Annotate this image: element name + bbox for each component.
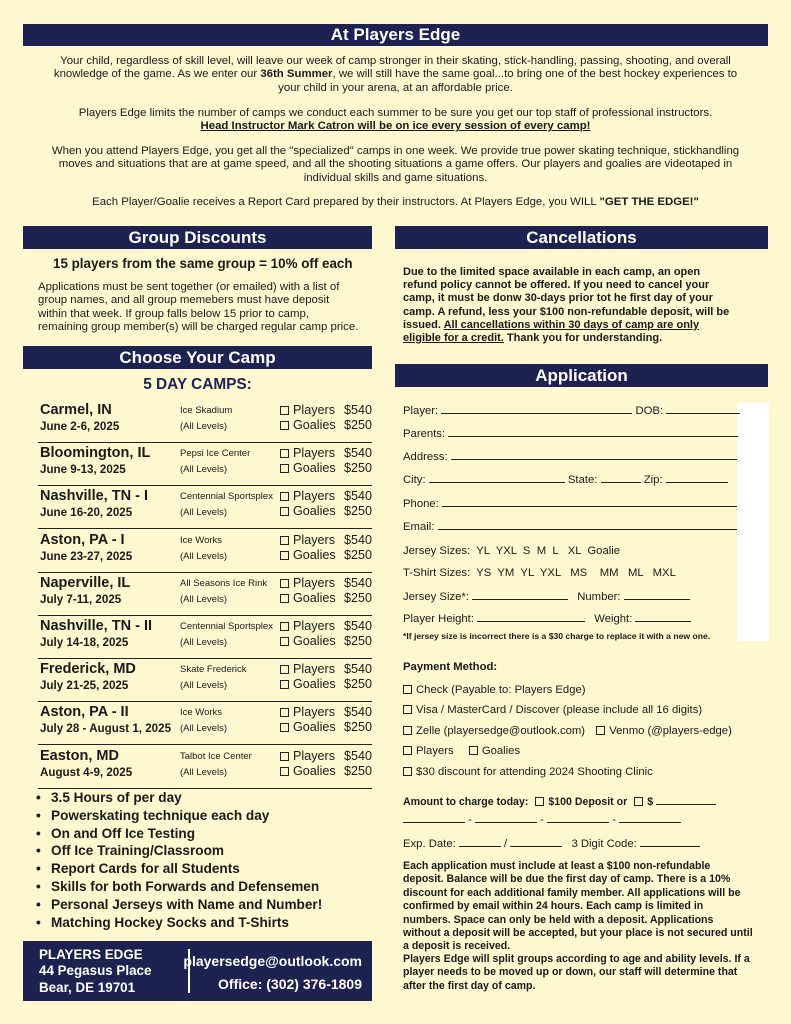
camp-city: Bloomington, IL	[40, 445, 151, 462]
checkbox[interactable]	[280, 507, 289, 516]
mailing-address	[39, 947, 151, 996]
camp-venue: Skate Frederick	[180, 664, 247, 676]
goalies-price: $250	[344, 590, 373, 605]
checkbox[interactable]	[634, 797, 643, 806]
goalies-checkbox-option[interactable]: Goalies	[280, 634, 336, 648]
camp-dates: July 28 - August 1, 2025	[40, 722, 172, 736]
city-state-zip-row	[403, 472, 728, 486]
players-price: $540	[344, 403, 373, 417]
checkbox[interactable]	[403, 726, 412, 735]
camp-dates: August 4-9, 2025	[40, 765, 133, 779]
camp-dates: July 7-11, 2025	[40, 592, 122, 606]
players-price: $540	[344, 748, 373, 763]
camp-dates: July 14-18, 2025	[40, 636, 129, 649]
checkbox[interactable]	[280, 421, 289, 430]
number-label: Number:	[577, 591, 621, 603]
card-number-input-4[interactable]	[619, 812, 681, 823]
goalies-price: $250	[344, 461, 373, 476]
camp-row	[38, 486, 372, 529]
payment-check-option[interactable]: Check (Payable to: Players Edge)	[403, 684, 586, 696]
city-address: Bear, DE 19701	[39, 979, 136, 995]
zip-input[interactable]	[666, 472, 728, 483]
camp-city: Nashville, TN - I	[40, 488, 148, 505]
goalies-price: $250	[344, 634, 373, 648]
camp-row	[38, 746, 372, 789]
intro-line: knowledge of the game. As we enter our 36th Summer, we will still have the same goal...to bring one of the best hockey experiences to	[53, 68, 738, 81]
checkbox[interactable]	[280, 637, 289, 646]
camp-level: (All Levels)	[180, 507, 227, 519]
checkbox[interactable]	[280, 767, 289, 776]
security-code-input[interactable]	[640, 836, 700, 847]
city-label: City:	[403, 474, 426, 486]
parents-field-row	[403, 426, 738, 440]
players-checkbox-option[interactable]: Players	[280, 619, 335, 633]
intro-line: When you attend Players Edge, you get all the "specialized" camps in one week. We provide true power skating technique, stickhandling	[51, 145, 740, 157]
intro-paragraph-2	[20, 107, 771, 134]
camp-level: (All Levels)	[180, 637, 227, 648]
feature-item: • 3.5 Hours of per day	[36, 789, 322, 807]
phone-input[interactable]	[442, 496, 737, 507]
players-price: $540	[344, 532, 373, 547]
choose-camp-title: Choose Your Camp	[119, 348, 276, 367]
camp-level: (All Levels)	[180, 421, 227, 432]
camp-dates: June 16-20, 2025	[40, 506, 133, 520]
players-price: $540	[344, 489, 373, 504]
players-checkbox-option[interactable]: Players	[280, 533, 335, 547]
camp-venue: Centennial Sportsplex	[180, 621, 273, 632]
dob-input[interactable]	[666, 403, 740, 414]
goalies-checkbox-option[interactable]: Goalies	[280, 591, 336, 605]
address-field-row	[403, 449, 737, 463]
cancellations-text: Due to the limited space available in each camp, an open refund policy cannot be offered. If you need to cancel your camp, it must be donw 30-days prior tot he first day of your camp. A refund, less your $100 non-refundable deposit, will be issued. All cancellations within 30 days of camp are only eligible for a credit. Thank you for understanding.	[403, 266, 730, 345]
goalies-price: $250	[344, 504, 373, 519]
exp-year-input[interactable]	[510, 836, 562, 847]
checkbox[interactable]	[280, 492, 289, 501]
checkbox[interactable]	[280, 406, 289, 415]
payment-venmo-option[interactable]: Venmo (@players-edge)	[596, 725, 732, 737]
exp-month-input[interactable]	[459, 836, 501, 847]
height-label: Player Height:	[403, 613, 474, 625]
players-option[interactable]: Players	[403, 745, 454, 757]
contact-email-link[interactable]: playersedge@outlook.com	[183, 953, 362, 969]
height-input[interactable]	[477, 611, 585, 622]
camp-city: Nashville, TN - II	[40, 618, 152, 634]
camp-level: (All Levels)	[180, 550, 227, 562]
players-price: $540	[344, 575, 373, 590]
intro-paragraph-4: Each Player/Goalie receives a Report Card prepared by their instructors. At Players Edge, you WILL "GET THE EDGE!"	[92, 196, 699, 208]
checkbox[interactable]	[596, 726, 605, 735]
camp-city: Aston, PA - II	[40, 704, 129, 721]
parents-label: Parents:	[403, 428, 446, 440]
jersey-size-number-row	[403, 589, 690, 603]
player-input[interactable]	[441, 403, 632, 414]
intro-line: your child in your arena, at an affordable price.	[278, 81, 513, 94]
camp-city: Aston, PA - I	[40, 531, 125, 548]
page-title: At Players Edge	[330, 25, 461, 44]
jersey-size-label: Jersey Size*:	[403, 591, 469, 603]
address-input[interactable]	[451, 449, 737, 460]
camp-dates: June 9-13, 2025	[40, 463, 126, 477]
goalies-checkbox-option[interactable]: Goalies	[280, 418, 336, 432]
checkbox[interactable]	[280, 551, 289, 560]
parents-input[interactable]	[448, 426, 738, 437]
checkbox[interactable]	[280, 708, 289, 717]
intro-line: moves and situations that are at game speed, and all the shooting situations a game offers. Our players and goalies are videotaped in	[58, 158, 733, 171]
camp-level: (All Levels)	[180, 464, 227, 476]
players-checkbox-option[interactable]: Players	[280, 446, 335, 460]
camp-row	[38, 573, 372, 616]
camp-city: Frederick, MD	[40, 661, 136, 678]
camp-dates: June 23-27, 2025	[40, 549, 133, 563]
email-field-row	[403, 519, 737, 533]
players-checkbox-option[interactable]: Players	[280, 576, 335, 590]
tshirt-sizes-row: T-Shirt Sizes: YS YM YL YXL MS MM ML MXL	[403, 567, 676, 579]
group-discount-headline: 15 players from the same group = 10% off each	[53, 256, 353, 271]
intro-paragraph-3	[20, 145, 771, 185]
goalies-option[interactable]: Goalies	[469, 745, 520, 757]
goalies-price: $250	[344, 720, 373, 735]
head-instructor-note: Head Instructor Mark Catron will be on ice every session of every camp!	[200, 120, 591, 133]
camp-venue: All Seasons Ice Rink	[180, 577, 268, 589]
camp-level: (All Levels)	[180, 766, 227, 778]
jersey-sizes-row: Jersey Sizes: YL YXL S M L XL Goalie	[403, 545, 621, 557]
players-checkbox-option[interactable]: Players	[280, 705, 335, 719]
intro-line: individual skills and game situations.	[303, 171, 488, 184]
email-input[interactable]	[438, 519, 737, 530]
camp-venue: Centennial Sportsplex	[180, 491, 273, 503]
contact-box	[23, 941, 372, 1001]
players-price: $540	[344, 662, 373, 677]
weight-label: Weight:	[594, 613, 633, 625]
checkbox[interactable]	[403, 685, 412, 694]
goalies-price: $250	[344, 547, 373, 562]
height-weight-row	[403, 611, 691, 625]
deposit-policy-text: Each application must include at least a $100 non-refundable deposit. Balance will be due the first day of camp. There is a 10% discount for each additional family member. All applications will be confirmed by email within 24 hours. Each camp is limited in numbers. Space can only be held with a deposit. Applications without a deposit will be accepted, but your place is not secured until a deposit is received.	[403, 860, 753, 953]
payment-method-title: Payment Method:	[403, 661, 498, 673]
checkbox[interactable]	[469, 746, 478, 755]
goalies-checkbox-option[interactable]: Goalies	[280, 504, 336, 518]
checkbox[interactable]	[535, 797, 544, 806]
camp-city: Carmel, IN	[40, 402, 112, 418]
players-price: $540	[344, 446, 373, 461]
street-address: 44 Pegasus Place	[39, 963, 152, 979]
checkbox[interactable]	[280, 579, 289, 588]
jersey-size-note: *If jersey size is incorrect there is a $30 charge to replace it with a new one.	[403, 631, 711, 641]
players-checkbox-option[interactable]: Players	[280, 662, 335, 676]
group-discount-text: Applications must be sent together (or emailed) with a list of group names, and all group memebers must have deposit within that week. If group falls below 15 prior to camp, remaining group member(s) will be charged regular camp price.	[38, 281, 359, 334]
amount-to-charge-row: Amount to charge today: $100 Deposit or $	[403, 794, 716, 808]
goalies-price: $250	[344, 763, 373, 778]
state-input[interactable]	[601, 472, 641, 483]
players-price: $540	[344, 705, 373, 720]
payment-zelle-option[interactable]: Zelle (playersedge@outlook.com)	[403, 725, 585, 737]
goalies-checkbox-option[interactable]: Goalies	[280, 548, 336, 562]
zip-label: Zip:	[643, 474, 663, 486]
goalies-checkbox-option[interactable]: Goalies	[280, 720, 336, 734]
cancellations-title: Cancellations	[526, 228, 637, 247]
intro-paragraph-1	[20, 55, 771, 95]
phone-label: Phone:	[403, 498, 439, 510]
checkbox[interactable]	[280, 665, 289, 674]
camp-level: (All Levels)	[180, 593, 227, 605]
five-day-camps-heading: 5 DAY CAMPS:	[143, 376, 252, 393]
checkbox[interactable]	[280, 752, 289, 761]
checkbox[interactable]	[403, 746, 412, 755]
checkbox[interactable]	[280, 464, 289, 473]
camp-row	[38, 659, 372, 702]
state-label: State:	[567, 474, 598, 486]
phone-field-row	[403, 496, 737, 510]
security-code-label: 3 Digit Code:	[571, 838, 637, 850]
player-goalie-row	[403, 745, 520, 757]
jersey-size-input[interactable]	[472, 589, 568, 600]
dob-label: DOB:	[635, 405, 664, 417]
feature-item: • Personal Jerseys with Name and Number!	[36, 896, 322, 914]
camp-row	[38, 400, 372, 443]
checkbox[interactable]	[403, 705, 412, 714]
expiration-code-row: Exp. Date: / 3 Digit Code:	[403, 836, 700, 850]
feature-item: • Powerskating technique each day	[36, 807, 322, 825]
feature-item: • Report Cards for all Students	[36, 860, 322, 878]
application-title: Application	[535, 366, 628, 385]
camp-level: (All Levels)	[180, 680, 227, 692]
player-label: Player:	[403, 405, 439, 417]
camp-row	[38, 530, 372, 573]
checkbox[interactable]	[280, 536, 289, 545]
grouping-policy-text: Players Edge will split groups according to age and ability levels. If a player needs to be moved up or down, our staff will determine that after the first day of camp.	[403, 953, 750, 992]
choose-camp-banner	[23, 346, 372, 369]
cancellations-banner	[395, 226, 768, 249]
goalies-price: $250	[344, 677, 373, 692]
number-input[interactable]	[624, 589, 690, 600]
players-checkbox-option[interactable]: Players	[280, 403, 335, 417]
camp-venue: Ice Works	[180, 707, 223, 719]
camp-row	[38, 702, 372, 745]
feature-item: • Matching Hockey Socks and T-Shirts	[36, 914, 322, 932]
group-discounts-title: Group Discounts	[128, 228, 267, 247]
city-input[interactable]	[429, 472, 565, 483]
application-banner	[395, 364, 768, 387]
goalies-price: $250	[344, 418, 373, 432]
checkbox[interactable]	[280, 594, 289, 603]
camp-dates: June 2-6, 2025	[40, 420, 120, 433]
header-banner	[23, 24, 768, 46]
card-number-input-1[interactable]	[403, 812, 465, 823]
checkbox[interactable]	[403, 767, 412, 776]
amount-input[interactable]	[656, 794, 716, 805]
checkbox[interactable]	[280, 680, 289, 689]
card-number-input-2[interactable]	[475, 812, 537, 823]
camp-city: Easton, MD	[40, 747, 119, 764]
company-name: PLAYERS EDGE	[39, 947, 143, 962]
goalies-checkbox-option[interactable]: Goalies	[280, 764, 336, 778]
goalies-checkbox-option[interactable]: Goalies	[280, 461, 336, 475]
shooting-clinic-discount-option[interactable]: $30 discount for attending 2024 Shooting Clinic	[403, 766, 653, 778]
intro-line: Your child, regardless of skill level, will leave our week of camp stronger in their skating, stick-handling, passing, shooting, and overall	[60, 55, 731, 67]
office-phone: Office: (302) 376-1809	[218, 976, 362, 992]
checkbox[interactable]	[280, 622, 289, 631]
email-label: Email:	[403, 521, 435, 533]
address-label: Address:	[403, 451, 448, 463]
payment-zelle-venmo-row	[403, 725, 732, 737]
camp-city: Naperville, IL	[40, 574, 131, 591]
camp-level: (All Levels)	[180, 723, 227, 735]
camp-venue: Ice Skadium	[180, 405, 233, 416]
deposit-option[interactable]: $100 Deposit or	[535, 796, 627, 808]
feature-item: • Off Ice Training/Classroom	[36, 842, 322, 860]
camp-venue: Talbot Ice Center	[180, 750, 252, 762]
camp-venue: Ice Works	[180, 534, 223, 546]
feature-item: • Skills for both Forwards and Defensemen	[36, 878, 322, 896]
camp-dates: July 21-25, 2025	[40, 679, 129, 693]
player-field-row	[403, 403, 740, 417]
camp-row	[38, 616, 372, 659]
white-margin-strip	[737, 403, 769, 641]
weight-input[interactable]	[635, 611, 691, 622]
camp-row	[38, 443, 372, 486]
intro-line: Players Edge limits the number of camps we conduct each summer to be sure you get our top staff of professional instructors.	[78, 107, 713, 119]
players-price: $540	[344, 619, 373, 633]
players-checkbox-option[interactable]: Players	[280, 749, 335, 763]
checkbox[interactable]	[280, 723, 289, 732]
features-list	[36, 789, 322, 931]
exp-date-label: Exp. Date:	[403, 838, 456, 850]
goalies-checkbox-option[interactable]: Goalies	[280, 677, 336, 691]
checkbox[interactable]	[280, 449, 289, 458]
card-number-row: - - -	[403, 812, 681, 826]
payment-card-option[interactable]: Visa / MasterCard / Discover (please include all 16 digits)	[403, 704, 702, 716]
card-number-input-3[interactable]	[547, 812, 609, 823]
group-discounts-banner	[23, 226, 372, 249]
players-checkbox-option[interactable]: Players	[280, 489, 335, 503]
camp-venue: Pepsi Ice Center	[180, 448, 251, 460]
feature-item: • On and Off Ice Testing	[36, 825, 322, 843]
